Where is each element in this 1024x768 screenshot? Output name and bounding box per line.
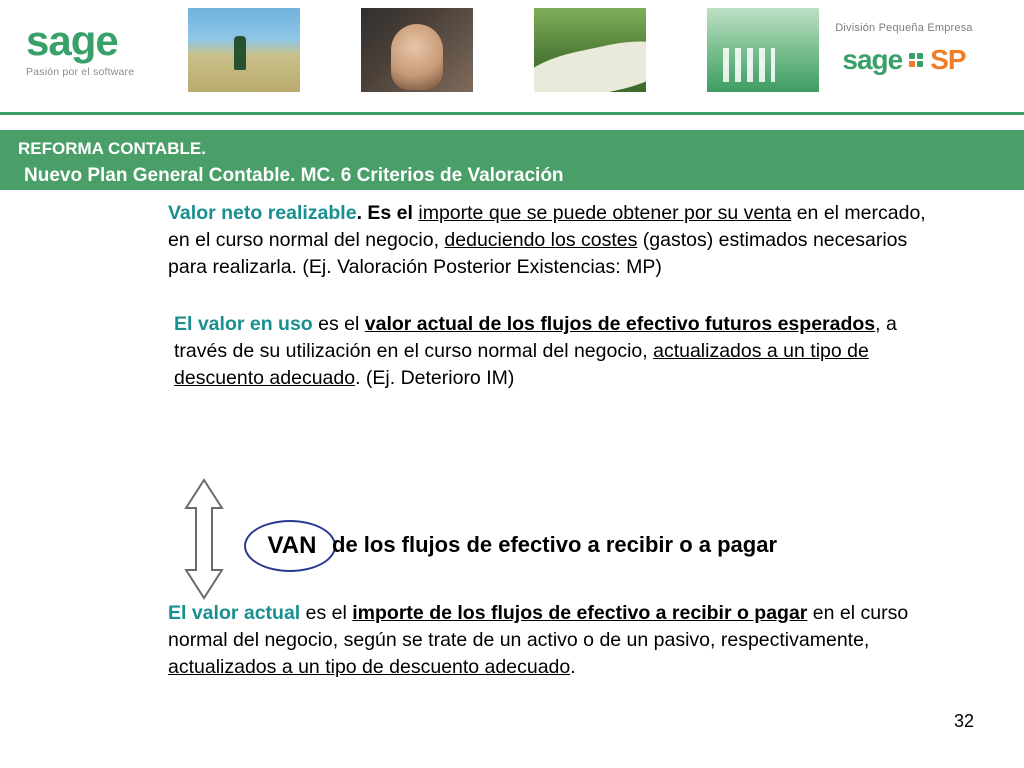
title-line-1: REFORMA CONTABLE.	[18, 139, 206, 158]
p3-underline-1: actualizados a un tipo de descuento adecuado	[168, 656, 571, 678]
p2-underline-1: actualizados a un tipo de descuento adecuado	[174, 340, 869, 389]
p1-text-2: en el mercado, en el curso normal del negocio,	[168, 202, 926, 251]
double-arrow-icon	[182, 478, 226, 600]
sage-sp-logo	[814, 22, 994, 84]
term-valor-actual: El valor actual	[168, 602, 301, 624]
paragraph-valor-actual	[168, 600, 928, 681]
division-label: División Pequeña Empresa	[835, 22, 973, 34]
logo-dots-icon	[908, 52, 924, 68]
p2-text-1: es el	[312, 313, 365, 335]
sage-tagline: Pasión por el software	[26, 66, 135, 78]
van-diagram	[168, 500, 968, 596]
p3-text-3: .	[570, 656, 576, 678]
photo-bar-chart-green	[707, 8, 819, 92]
title-band	[0, 130, 1024, 190]
division-brand: sage	[842, 44, 903, 75]
sage-wordmark: sage	[26, 17, 118, 64]
p2-text-3: . (Ej. Deterioro IM)	[355, 367, 515, 389]
division-suffix: SP	[930, 44, 966, 75]
photo-runner-field	[188, 8, 300, 92]
p3-text-2: en el curso normal del negocio, según se trate de un activo o de un pasivo, respectivamente,	[168, 602, 909, 651]
paragraph-valor-en-uso	[174, 311, 948, 392]
van-description: de los flujos de efectivo a recibir o a pagar	[332, 532, 778, 557]
paragraph-valor-actual-wrap	[168, 598, 928, 681]
p2-text-2: , a través de su utilización en el curso normal del negocio,	[174, 313, 897, 362]
sage-logo	[26, 17, 166, 82]
term-valor-en-uso: El valor en uso	[174, 313, 313, 335]
van-label: VAN	[267, 532, 317, 559]
p1-text-3: (gastos) estimados necesarios para realizarla. (Ej. Valoración Posterior Existencias: MP)	[168, 229, 908, 278]
slide-content	[168, 200, 948, 416]
p2-bold-underline-1: valor actual de los flujos de efectivo futuros esperados	[364, 313, 876, 335]
p3-text-1: es el	[300, 602, 353, 624]
p1-underline-1: importe que se puede obtener por su venta	[418, 202, 792, 224]
term-valor-neto-realizable: Valor neto realizable	[168, 202, 357, 224]
p3-bold-underline-1: importe de los flujos de efectivo a recibir o pagar	[352, 602, 808, 624]
title-line-2: Nuevo Plan General Contable. MC. 6 Criterios de Valoración	[24, 165, 564, 186]
header-divider	[0, 112, 1024, 115]
photo-woman-phone	[361, 8, 473, 92]
photo-road-hills	[534, 8, 646, 92]
p1-underline-2: deduciendo los costes	[444, 229, 638, 251]
paragraph-valor-neto-realizable	[168, 200, 948, 281]
page-number: 32	[953, 711, 974, 731]
p1-text-1: . Es el	[356, 202, 419, 224]
page-header	[0, 0, 1024, 108]
